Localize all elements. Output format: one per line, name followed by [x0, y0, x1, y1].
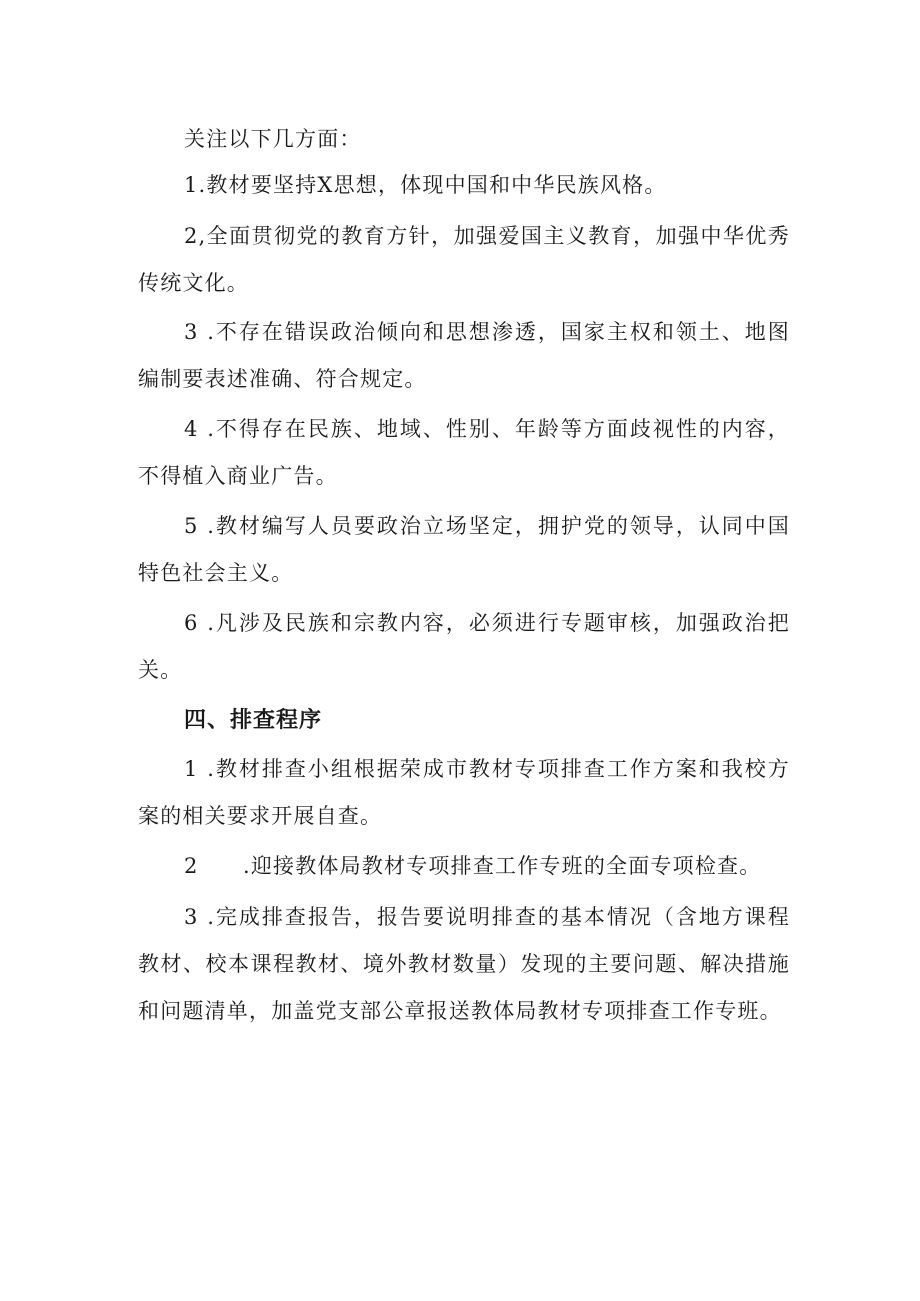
procedure-item-1: 1 .教材排查小组根据荣成市教材专项排查工作方案和我校方案的相关要求开展自查。	[138, 757, 790, 828]
requirement-item-1: 1.教材要坚持X思想，体现中国和中华民族风格。	[184, 173, 667, 197]
requirement-item-5: 5 .教材编写人员要政治立场坚定，拥护党的领导，认同中国特色社会主义。	[138, 514, 790, 585]
procedure-item-2: 2 .迎接教体局教材专项排查工作专班的全面专项检查。	[184, 854, 762, 878]
requirement-item-2: 2,全面贯彻党的教育方针，加强爱国主义教育，加强中华优秀传统文化。	[138, 224, 790, 295]
requirement-item-3: 3 .不存在错误政治倾向和思想渗透，国家主权和领土、地图编制要表述准确、符合规定。	[138, 320, 790, 391]
intro-paragraph: 关注以下几方面：	[184, 127, 362, 151]
requirement-item-6: 6 .凡涉及民族和宗教内容，必须进行专题审核，加强政治把关。	[138, 611, 790, 682]
section-heading: 四、排查程序	[184, 708, 323, 733]
requirement-item-4: 4 .不得存在民族、地域、性别、年龄等方面歧视性的内容，不得植入商业广告。	[138, 417, 790, 488]
procedure-item-3: 3 .完成排查报告，报告要说明排查的基本情况（含地方课程教材、校本课程教材、境外教材数量）发现的主要问题、解决措施和问题清单，加盖党支部公章报送教体局教材专项排查工作专班。	[138, 905, 790, 1023]
